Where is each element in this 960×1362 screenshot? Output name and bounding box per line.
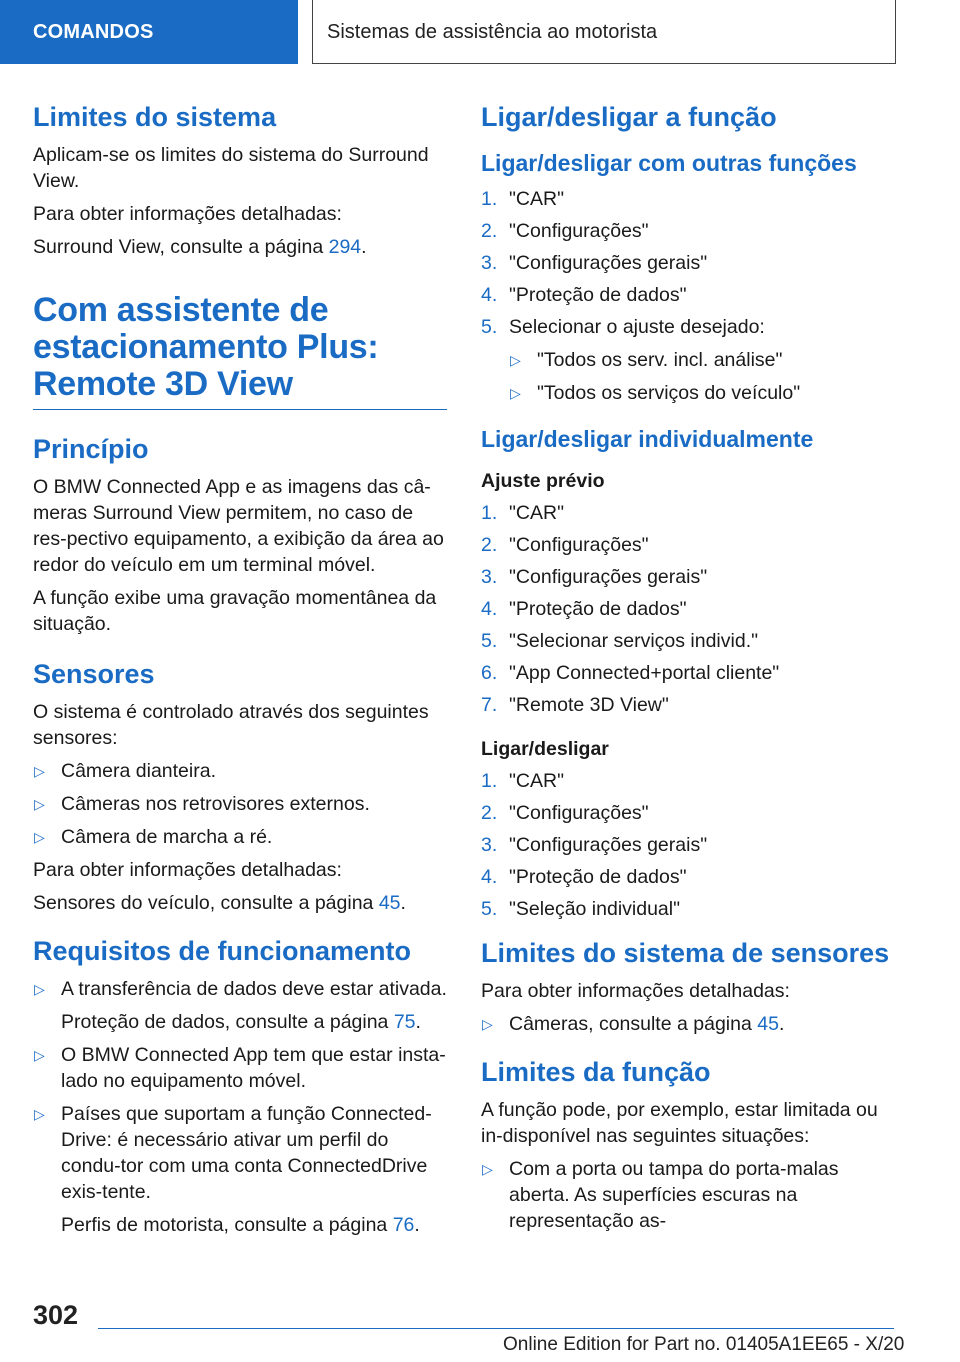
- heading-onoff: Ligar/desligar a função: [481, 102, 777, 132]
- triangle-bullet-icon: ▷: [482, 1161, 493, 1177]
- toggle-steps-list: [481, 768, 901, 922]
- step-item: 6. "App Connected+portal cliente": [481, 662, 780, 684]
- triangle-bullet-icon: ▷: [34, 829, 45, 845]
- reference: Sensores do veículo, consulte a página 45.: [33, 892, 406, 914]
- requirements-list: [33, 976, 447, 1238]
- page-link[interactable]: 45: [757, 1013, 779, 1035]
- triangle-bullet-icon: ▷: [34, 1106, 45, 1122]
- sensor-list: [33, 758, 447, 850]
- reference: Proteção de dados, consulte a página 75.: [61, 1011, 421, 1033]
- chapter-tab: COMANDOS: [0, 0, 298, 64]
- paragraph: Para obter informações detalhadas:: [33, 859, 342, 881]
- heading-other-functions: Ligar/desligar com outras funções: [481, 150, 857, 176]
- list-item: ▷ Câmeras, consulte a página 45.: [482, 1013, 785, 1035]
- left-column: [33, 100, 447, 1245]
- paragraph: O sistema é controlado através dos seguintes sensores:: [33, 701, 429, 749]
- reference: Perfis de motorista, consulte a página 76.: [61, 1214, 420, 1236]
- function-limits-list: [481, 1156, 901, 1234]
- list-item: ▷ Câmera dianteira.: [34, 760, 216, 782]
- list-item: ▷ "Todos os serviços do veículo": [510, 382, 801, 404]
- step-item: 3. "Configurações gerais": [481, 834, 708, 856]
- triangle-bullet-icon: ▷: [34, 981, 45, 997]
- paragraph: Para obter informações detalhadas:: [33, 203, 342, 225]
- heading-preset: Ajuste prévio: [481, 470, 605, 492]
- paragraph: A função exibe uma gravação momentânea da situação.: [33, 587, 437, 635]
- list-item: ▷ Com a porta ou tampa do porta-malas aberta. As superfícies escuras na representação as-: [482, 1158, 839, 1232]
- paragraph: Aplicam-se os limites do sistema do Surround View.: [33, 144, 429, 192]
- paragraph: Para obter informações detalhadas:: [481, 980, 790, 1002]
- heading-function-limits: Limites da função: [481, 1057, 711, 1087]
- page-link[interactable]: 294: [328, 236, 362, 258]
- sub-option-list: [509, 347, 901, 406]
- heading-individual: Ligar/desligar individualmente: [481, 426, 814, 452]
- step-item: 1. "CAR": [481, 770, 565, 792]
- paragraph: A função pode, por exemplo, estar limitada ou in-disponível nas seguintes situações:: [481, 1099, 878, 1147]
- right-column: [481, 100, 901, 1241]
- edition-note: Online Edition for Part no. 01405A1EE65 - X/20: [503, 1334, 905, 1355]
- heading-system-limits: Limites do sistema: [33, 102, 277, 132]
- step-item: 1. "CAR": [481, 502, 565, 524]
- step-item: 4. "Proteção de dados": [481, 866, 687, 888]
- list-item: ▷ Câmera de marcha a ré.: [34, 826, 273, 848]
- page-link[interactable]: 76: [392, 1214, 415, 1236]
- step-item: 5. "Selecionar serviços individ.": [481, 630, 759, 652]
- triangle-bullet-icon: ▷: [510, 385, 521, 401]
- step-item: 5. "Seleção individual": [481, 898, 681, 920]
- footer-divider: [98, 1328, 894, 1329]
- step-item: 2. "Configurações": [481, 802, 649, 824]
- list-item: ▷ O BMW Connected App tem que estar insta-lado no equipamento móvel.: [34, 1044, 446, 1092]
- reference: Surround View, consulte a página 294.: [33, 236, 367, 258]
- list-item: ▷ "Todos os serv. incl. análise": [510, 349, 783, 371]
- heading-sensor-limits: Limites do sistema de sensores: [481, 938, 890, 968]
- triangle-bullet-icon: ▷: [482, 1016, 493, 1032]
- other-steps-list: [481, 186, 901, 406]
- triangle-bullet-icon: ▷: [34, 763, 45, 779]
- step-item: 2. "Configurações": [481, 534, 649, 556]
- step-item: 5. Selecionar o ajuste desejado: ▷ "Todos os serv. incl. análise" ▷ "Todos os serviços do veículo": [481, 314, 901, 406]
- step-item: 2. "Configurações": [481, 220, 649, 242]
- page-header: [0, 0, 960, 66]
- step-item: 4. "Proteção de dados": [481, 598, 687, 620]
- step-item: 4. "Proteção de dados": [481, 284, 687, 306]
- page-link[interactable]: 45: [378, 892, 401, 914]
- triangle-bullet-icon: ▷: [34, 796, 45, 812]
- heading-principle: Princípio: [33, 434, 149, 464]
- chapter-heading: Com assistente de estacionamento Plus: Remote 3D View: [33, 292, 447, 410]
- list-item: ▷ Câmeras nos retrovisores externos.: [34, 793, 370, 815]
- page-number: 302: [33, 1300, 79, 1330]
- section-title: Sistemas de assistência ao motorista: [312, 0, 896, 64]
- step-item: 1. "CAR": [481, 188, 565, 210]
- list-item: ▷ A transferência de dados deve estar ativada. Proteção de dados, consulte a página 75.: [34, 978, 447, 1033]
- paragraph: O BMW Connected App e as imagens das câ-meras Surround View permitem, no caso de res-pectivo equipamento, a exibição da área ao redor do veículo em um terminal móvel.: [33, 476, 444, 576]
- heading-sensors: Sensores: [33, 659, 155, 689]
- sensor-limits-list: [481, 1011, 901, 1037]
- step-item: 3. "Configurações gerais": [481, 252, 708, 274]
- heading-requirements: Requisitos de funcionamento: [33, 936, 412, 966]
- step-item: 7. "Remote 3D View": [481, 694, 669, 716]
- list-item: ▷ Países que suportam a função Connected-Drive: é necessário ativar um perfil do condu-tor com uma conta ConnectedDrive exis-tente. Perfis de motorista, consulte a página 76.: [33, 1101, 447, 1238]
- heading-toggle: Ligar/desligar: [481, 738, 609, 760]
- page-link[interactable]: 75: [393, 1011, 416, 1033]
- triangle-bullet-icon: ▷: [510, 352, 521, 368]
- triangle-bullet-icon: ▷: [34, 1047, 45, 1063]
- preset-steps-list: [481, 500, 901, 718]
- step-item: 3. "Configurações gerais": [481, 566, 708, 588]
